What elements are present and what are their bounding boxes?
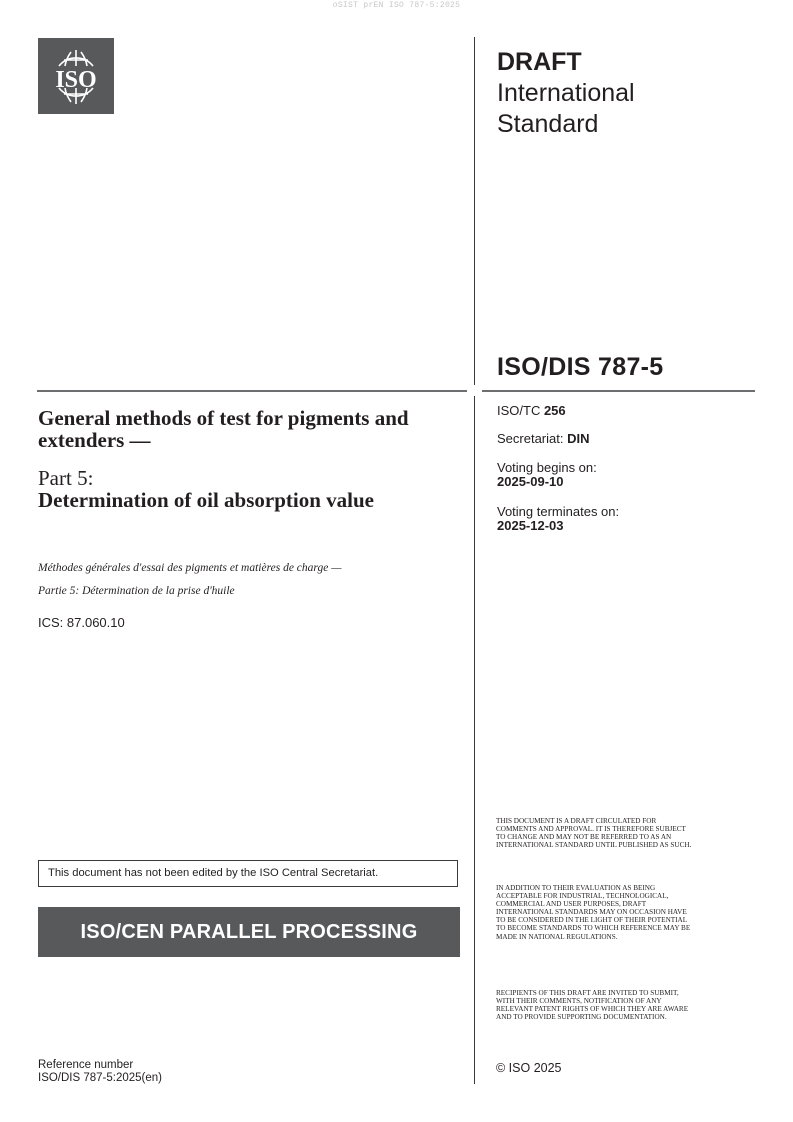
iso-globe-logo-icon <box>38 38 114 114</box>
vertical-divider-top <box>474 37 475 385</box>
secretariat: Secretariat: DIN <box>497 431 590 446</box>
voting-begins-date: 2025-09-10 <box>497 474 564 489</box>
horizontal-rule-right <box>482 390 755 392</box>
document-type-heading <box>497 47 635 140</box>
part-title: Determination of oil absorption value <box>38 488 374 512</box>
voting-begins <box>497 461 597 489</box>
voting-terminates <box>497 505 619 533</box>
technical-committee: ISO/TC 256 <box>497 403 566 418</box>
tc-number: 256 <box>543 403 566 418</box>
disclaimer-draft: THIS DOCUMENT IS A DRAFT CIRCULATED FOR COMMENTS AND APPROVAL. IT IS THEREFORE SUBJECT TO CHANGE AND MAY NOT BE REFERRED TO AS AN INTERNATIONAL STANDARD UNTIL PUBLISHED AS SUCH. <box>496 817 692 850</box>
reference-label: Reference number <box>38 1059 134 1071</box>
reference-value: ISO/DIS 787-5:2025(en) <box>38 1072 163 1084</box>
horizontal-rule-left <box>37 390 467 392</box>
disclaimer-evaluation: IN ADDITION TO THEIR EVALUATION AS BEING ACCEPTABLE FOR INDUSTRIAL, TECHNOLOGICAL, COMMERCIAL AND USER PURPOSES, DRAFT INTERNATIONAL STANDARDS MAY ON OCCASION HAVE TO BE CONSIDERED IN THE LIGHT OF THEIR POTENTIAL TO BECOME STANDARDS TO WHICH REFERENCE MAY BE MADE IN NATIONAL REGULATIONS. <box>496 884 691 941</box>
voting-begins-label: Voting begins on: <box>497 460 597 475</box>
copyright: © ISO 2025 <box>496 1061 562 1075</box>
french-title-line1: Méthodes générales d'essai des pigments et matières de charge — <box>38 562 342 574</box>
watermark: oSIST prEN ISO 787-5:2025 <box>332 1 461 10</box>
draft-label: DRAFT <box>497 48 582 76</box>
iso-logo <box>38 38 114 114</box>
vertical-divider-bottom <box>474 396 475 1084</box>
french-title-line2: Partie 5: Détermination de la prise d'huile <box>38 585 235 597</box>
standard-label: Standard <box>497 110 599 138</box>
reference-number <box>38 1059 162 1085</box>
disclaimer-patent: RECIPIENTS OF THIS DRAFT ARE INVITED TO SUBMIT, WITH THEIR COMMENTS, NOTIFICATION OF ANY RELEVANT PATENT RIGHTS OF WHICH THEY ARE AWARE AND TO PROVIDE SUPPORTING DOCUMENTATION. <box>496 989 689 1022</box>
international-label: International <box>497 79 635 107</box>
not-edited-notice: This document has not been edited by the ISO Central Secretariat. <box>38 860 458 887</box>
parallel-processing-banner: ISO/CEN PARALLEL PROCESSING <box>38 907 460 957</box>
svg-text:ISO: ISO <box>55 67 97 93</box>
secretariat-value: DIN <box>567 431 590 446</box>
standard-number: ISO/DIS 787-5 <box>497 353 664 381</box>
document-title: General methods of test for pigments and extenders — <box>38 406 409 452</box>
voting-terminates-label: Voting terminates on: <box>497 504 620 519</box>
voting-terminates-date: 2025-12-03 <box>497 518 564 533</box>
ics-code: ICS: 87.060.10 <box>38 615 125 630</box>
french-title <box>38 557 458 603</box>
part-label: Part 5: <box>38 466 94 490</box>
